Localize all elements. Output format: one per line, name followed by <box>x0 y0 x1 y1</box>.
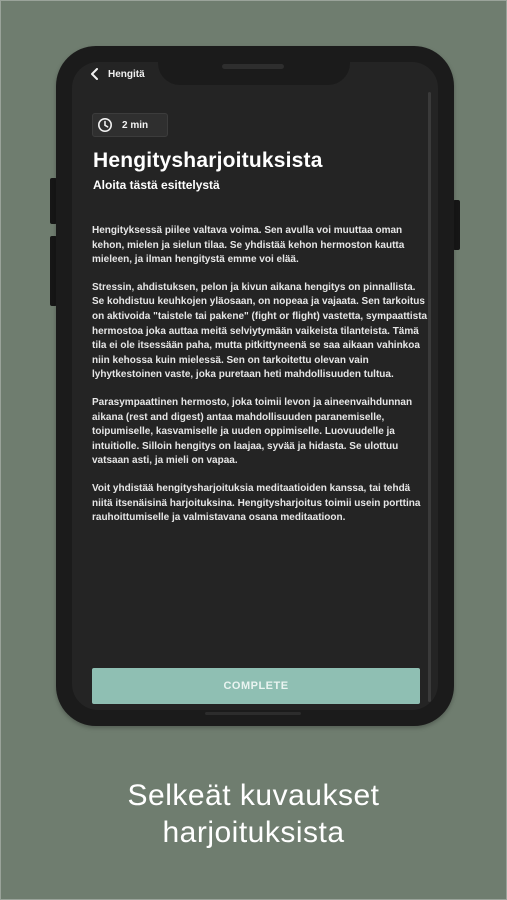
scrollbar[interactable] <box>428 92 431 702</box>
description-paragraph: Stressin, ahdistuksen, pelon ja kivun aikana hengitys on pinnallista. Se kohdistuu keuhkojen yläosaan, on nopeaa ja vajaata. Sen tarkoitus on aktivoida "taistele tai pakene" (fight or flight) vastetta, sympaattista hermostoa joka auttaa meitä selviytymään vaikeista tilanteista. Tämä tila ei ole itsessään paha, mutta pitkittyneenä se saa aikaan vahinkoa niin kehossa kuin mielessä. Sen on tarkoitettu olevan vain lyhytkestoinen vaste, joka puretaan heti mahdollisuuden tultua. <box>92 281 428 381</box>
exercise-title: Hengitysharjoituksista <box>93 149 323 172</box>
description-paragraph: Voit yhdistää hengitysharjoituksia meditaatioiden kanssa, tai tehdä niitä itsenäisinä harjoituksina. Hengitysharjoitus toimii usein porttina rauhoittumiselle ja valmistavana osana meditaatioon. <box>92 482 421 524</box>
exercise-description <box>92 224 428 539</box>
description-paragraph: Parasympaattinen hermosto, joka toimii levon ja aineenvaihdunnan aikana (rest and digest) antaa mahdollisuuden paranemiselle, toipumiselle, kasvamiselle ja uuden oppimiselle. Luovuudelle ja intuitiolle. Silloin hengitys on laajaa, syvää ja hidasta. Se ulottuu vatsaan asti, ja mieli on vapaa. <box>92 396 413 467</box>
chevron-left-icon[interactable] <box>90 68 100 80</box>
home-indicator <box>205 712 301 715</box>
complete-button[interactable]: COMPLETE <box>92 668 420 704</box>
back-button[interactable] <box>90 66 145 82</box>
caption-line-1: Selkeät kuvaukset <box>127 779 380 812</box>
phone-speaker <box>222 64 284 69</box>
promo-caption <box>0 777 507 851</box>
caption-line-2: harjoituksista <box>162 816 345 849</box>
clock-icon <box>97 117 113 133</box>
phone-power-button <box>453 200 460 250</box>
duration-text: 2 min <box>122 119 149 131</box>
back-label[interactable]: Hengitä <box>108 68 145 80</box>
duration-badge <box>92 113 168 137</box>
phone-notch <box>158 57 350 85</box>
description-paragraph: Hengityksessä piilee valtava voima. Sen avulla voi muuttaa oman kehon, mielen ja sielun tilaa. Se yhdistää kehon hermoston kautta mieleen, ja ilman hengitystä emme voi elää. <box>92 225 405 266</box>
exercise-subtitle: Aloita tästä esittelystä <box>93 178 220 192</box>
